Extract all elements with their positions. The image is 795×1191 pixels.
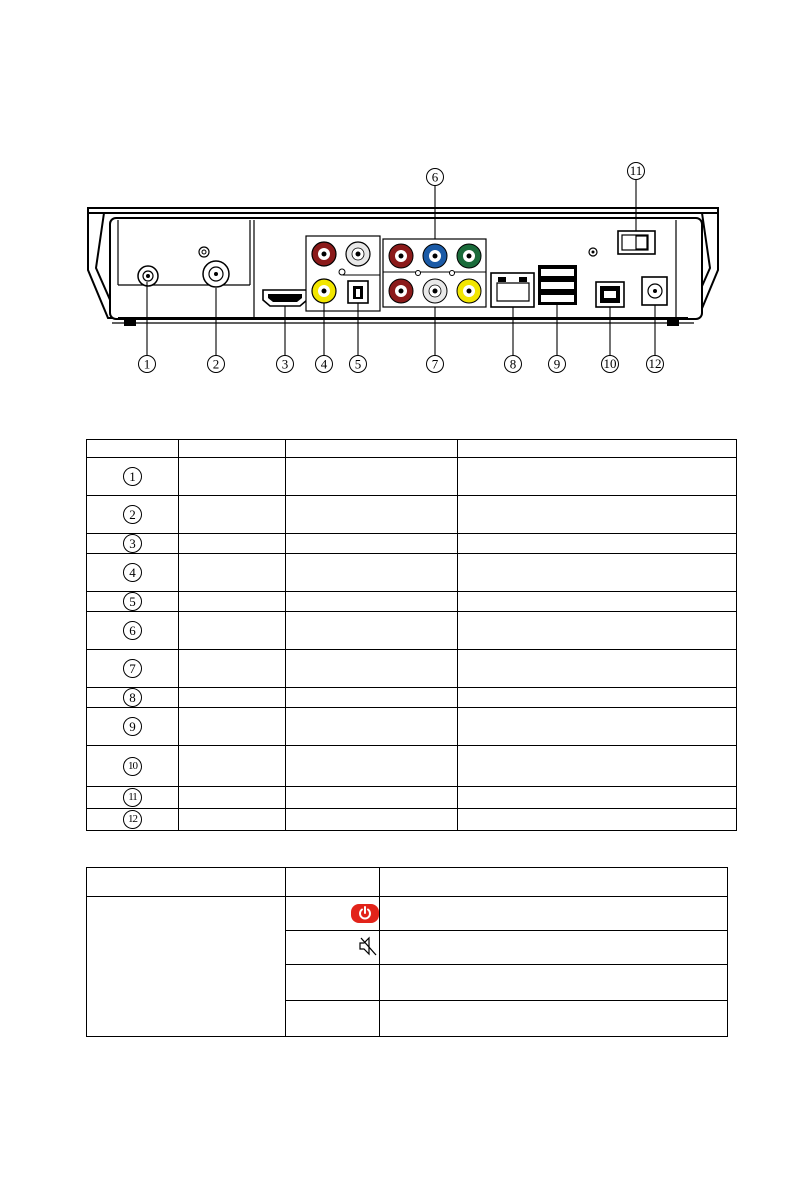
callout-11 bbox=[628, 163, 645, 180]
hdmi-port bbox=[263, 290, 307, 306]
svg-text:6: 6 bbox=[431, 169, 439, 185]
svg-text:10: 10 bbox=[603, 356, 617, 371]
table-row bbox=[87, 592, 737, 612]
row-number: 3 bbox=[123, 534, 142, 553]
power-icon bbox=[351, 904, 379, 923]
row-number: 2 bbox=[123, 505, 142, 524]
table-row bbox=[87, 708, 737, 746]
merged-cell bbox=[87, 897, 286, 1037]
optical-port bbox=[348, 281, 368, 303]
header-cell bbox=[286, 440, 458, 458]
callout-7 bbox=[427, 356, 444, 373]
row-number: 7 bbox=[123, 659, 142, 678]
dc-power-jack bbox=[642, 277, 667, 305]
ports-table bbox=[86, 439, 737, 831]
header-cell bbox=[286, 868, 380, 897]
table-row bbox=[87, 650, 737, 688]
rf-in-connector bbox=[138, 266, 158, 286]
row-number: 1 bbox=[123, 467, 142, 486]
callout-3 bbox=[277, 356, 294, 373]
callout-1 bbox=[139, 356, 156, 373]
callout-4 bbox=[316, 356, 333, 373]
callout-6 bbox=[427, 169, 444, 186]
row-number: 5 bbox=[123, 592, 142, 611]
ports-table-header bbox=[87, 440, 737, 458]
reset-hole bbox=[589, 248, 597, 256]
table-row bbox=[87, 612, 737, 650]
row-number: 10 bbox=[123, 757, 142, 776]
table-row bbox=[87, 787, 737, 809]
composite-av-block bbox=[306, 236, 380, 311]
table-row bbox=[87, 554, 737, 592]
device-rear-panel-diagram bbox=[0, 0, 795, 400]
header-cell bbox=[380, 868, 728, 897]
svg-text:4: 4 bbox=[320, 356, 328, 372]
row-number: 6 bbox=[123, 621, 142, 640]
component-video-block bbox=[383, 239, 486, 307]
table-row bbox=[87, 897, 728, 931]
header-cell bbox=[87, 440, 179, 458]
svg-text:1: 1 bbox=[143, 356, 151, 372]
usb-ports bbox=[538, 265, 577, 305]
svg-text:5: 5 bbox=[354, 356, 362, 372]
callout-8 bbox=[505, 356, 522, 373]
svg-text:9: 9 bbox=[553, 356, 561, 372]
row-number: 12 bbox=[123, 810, 142, 829]
header-cell bbox=[179, 440, 286, 458]
svg-text:7: 7 bbox=[431, 356, 439, 372]
svg-text:3: 3 bbox=[281, 356, 289, 372]
callout-2 bbox=[208, 356, 225, 373]
power-switch bbox=[618, 231, 655, 254]
row-number: 4 bbox=[123, 563, 142, 582]
row-number: 8 bbox=[123, 688, 142, 707]
svg-text:8: 8 bbox=[509, 356, 517, 372]
row-number: 9 bbox=[123, 717, 142, 736]
header-cell bbox=[458, 440, 737, 458]
svg-text:2: 2 bbox=[212, 356, 220, 372]
table-row bbox=[87, 534, 737, 554]
header-cell bbox=[87, 868, 286, 897]
mute-icon bbox=[357, 935, 379, 961]
callout-12 bbox=[647, 356, 664, 373]
callout-10 bbox=[602, 356, 619, 373]
table-row bbox=[87, 458, 737, 496]
indicator-table-header bbox=[87, 868, 728, 897]
row-number: 11 bbox=[123, 788, 142, 807]
usb-b-port bbox=[596, 282, 624, 307]
table-row bbox=[87, 688, 737, 708]
callout-5 bbox=[350, 356, 367, 373]
table-row bbox=[87, 809, 737, 831]
table-row bbox=[87, 496, 737, 534]
svg-text:11: 11 bbox=[629, 163, 643, 178]
table-row bbox=[87, 746, 737, 787]
callout-9 bbox=[549, 356, 566, 373]
indicator-table bbox=[86, 867, 728, 1037]
ethernet-port bbox=[491, 273, 534, 307]
svg-text:12: 12 bbox=[648, 356, 662, 371]
